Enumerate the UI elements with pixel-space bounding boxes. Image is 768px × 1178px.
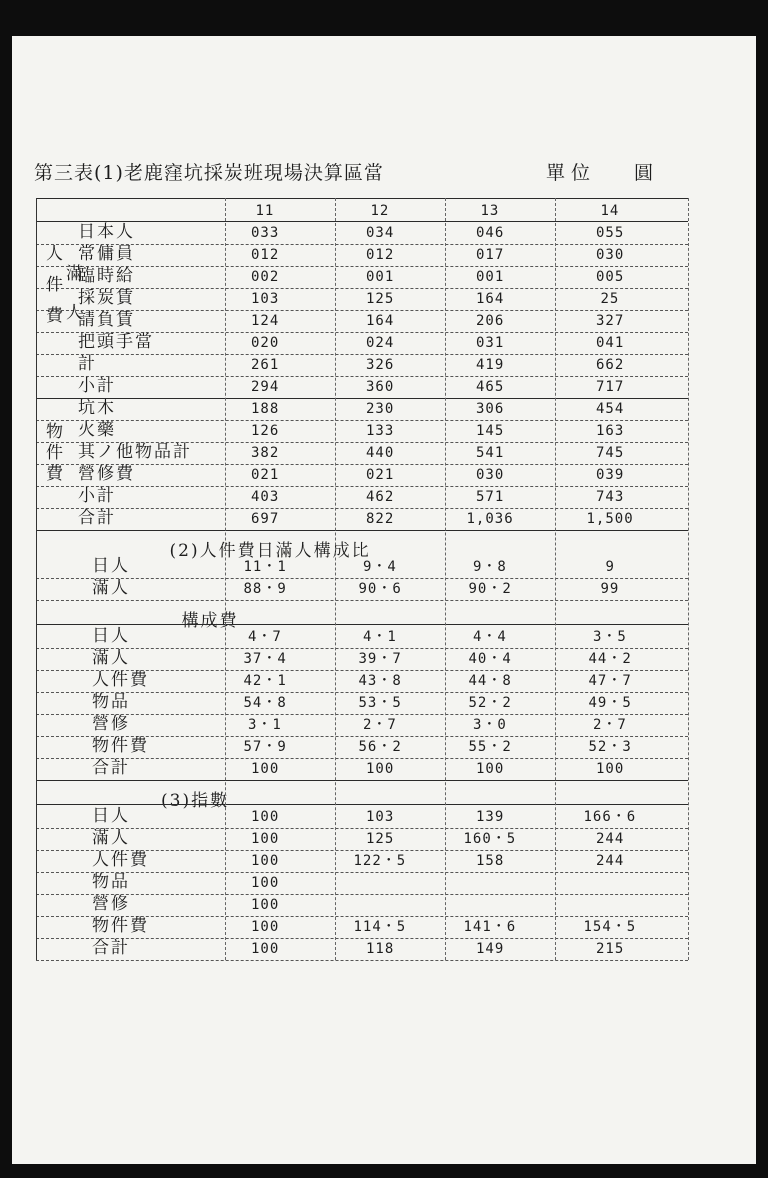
table-cell: 145 [476,423,505,439]
unit-label: 單位 [546,162,597,184]
table-cell: 100 [251,853,280,869]
row-label: 其ノ他物品計 [78,442,192,462]
table-cell: 3・5 [593,629,627,645]
row-label: 小計 [78,376,116,396]
table-cell: 100 [366,761,395,777]
row-label: 物件費 [92,736,149,756]
table-title: 第三表(1)老鹿窪坑採炭班現場決算區當 [34,162,384,184]
table-cell: 100 [251,761,280,777]
column-rule [688,198,689,960]
table-cell: 662 [596,357,625,373]
table-cell: 033 [251,225,280,241]
column-rule [225,198,226,960]
table-cell: 002 [251,269,280,285]
table-cell: 103 [366,809,395,825]
table-cell: 100 [596,761,625,777]
row-label: 營修 [92,894,130,914]
table-cell: 465 [476,379,505,395]
table-cell: 327 [596,313,625,329]
table-cell: 126 [251,423,280,439]
table-cell: 42・1 [243,673,287,689]
table-cell: 52・3 [588,739,632,755]
table-cell: 139 [476,809,505,825]
table-cell: 244 [596,831,625,847]
table-cell: 030 [596,247,625,263]
column-rule [335,198,336,960]
table-cell: 326 [366,357,395,373]
table-cell: 90・2 [468,581,512,597]
row-label: 小計 [78,486,116,506]
table-cell: 697 [251,511,280,527]
table-cell: 100 [251,919,280,935]
row-label: 計 [78,354,97,374]
row-label: 合計 [78,508,116,528]
table-cell: 001 [366,269,395,285]
table-cell: 100 [251,875,280,891]
table-cell: 294 [251,379,280,395]
table-cell: 158 [476,853,505,869]
table-cell: 99 [600,581,620,597]
table-cell: 47・7 [588,673,632,689]
table-cell: 100 [251,897,280,913]
table-cell: 100 [251,941,280,957]
table-cell: 419 [476,357,505,373]
table-cell: 4・1 [363,629,397,645]
row-label: 日本人 [78,222,135,242]
row-label: 臨時給 [78,266,135,286]
row-rule [36,486,688,487]
table-cell: 118 [366,941,395,957]
table-cell: 188 [251,401,280,417]
table-cell: 100 [251,809,280,825]
table-cell: 244 [596,853,625,869]
row-label: 人件費 [92,850,149,870]
column-header: 12 [370,203,390,219]
row-label: 營修費 [78,464,135,484]
table-cell: 462 [366,489,395,505]
row-label: 坑木 [78,398,116,418]
row-rule [36,780,688,781]
column-header: 11 [255,203,275,219]
table-cell: 745 [596,445,625,461]
table-cell: 100 [476,761,505,777]
table-cell: 90・6 [358,581,402,597]
table-cell: 44・8 [468,673,512,689]
table-cell: 030 [476,467,505,483]
row-rule [36,600,688,601]
row-label: 日人 [92,626,130,646]
table-cell: 005 [596,269,625,285]
row-rule [36,376,688,377]
table-cell: 149 [476,941,505,957]
table-cell: 40・4 [468,651,512,667]
table-cell: 215 [596,941,625,957]
table-cell: 024 [366,335,395,351]
table-cell: 133 [366,423,395,439]
table-cell: 52・2 [468,695,512,711]
table-cell: 154・5 [583,919,637,935]
table-cell: 541 [476,445,505,461]
table-cell: 163 [596,423,625,439]
table-cell: 125 [366,831,395,847]
section-title-index: (3)指數 [161,791,230,811]
table-cell: 454 [596,401,625,417]
table-cell: 57・9 [243,739,287,755]
column-rule [555,198,556,960]
table-cell: 440 [366,445,395,461]
table-cell: 103 [251,291,280,307]
table-cell: 3・1 [248,717,282,733]
table-cell: 1,036 [466,511,514,527]
table-cell: 44・2 [588,651,632,667]
group-label-manchu: 滿人 [62,264,82,342]
table-cell: 54・8 [243,695,287,711]
table-cell: 001 [476,269,505,285]
table-cell: 012 [251,247,280,263]
row-label: 營修 [92,714,130,734]
table-cell: 53・5 [358,695,402,711]
table-cell: 306 [476,401,505,417]
row-label: 火藥 [78,420,116,440]
group-label-material: 物件費 [42,422,62,485]
row-rule [36,530,688,531]
row-rule [36,960,688,961]
row-rule [36,508,688,509]
row-rule [36,872,688,873]
row-label: 物品 [92,872,130,892]
table-cell: 012 [366,247,395,263]
column-rule [445,198,446,960]
row-rule [36,828,688,829]
column-rule [36,198,37,960]
row-label: 把頭手當 [78,332,154,352]
table-cell: 114・5 [353,919,407,935]
row-rule [36,578,688,579]
table-cell: 160・5 [463,831,517,847]
table-cell: 021 [366,467,395,483]
table-cell: 122・5 [353,853,407,869]
table-cell: 020 [251,335,280,351]
row-rule [36,648,688,649]
table-cell: 2・7 [593,717,627,733]
row-rule [36,894,688,895]
row-rule [36,714,688,715]
table-cell: 403 [251,489,280,505]
group-label-person: 人件費 [42,244,62,337]
row-rule [36,420,688,421]
table-cell: 4・4 [473,629,507,645]
row-label: 人件費 [92,670,149,690]
table-cell: 43・8 [358,673,402,689]
table-cell: 382 [251,445,280,461]
row-rule [36,198,688,199]
table-cell: 017 [476,247,505,263]
table-cell: 046 [476,225,505,241]
table-cell: 49・5 [588,695,632,711]
table-cell: 206 [476,313,505,329]
table-cell: 717 [596,379,625,395]
table-cell: 88・9 [243,581,287,597]
table-cell: 3・0 [473,717,507,733]
section-title-composition: (2)人件費日滿人構成比 [169,541,371,561]
table-cell: 1,500 [586,511,634,527]
table-cell: 9・8 [473,559,507,575]
table-cell: 039 [596,467,625,483]
table-cell: 041 [596,335,625,351]
table-cell: 11・1 [243,559,287,575]
table-cell: 230 [366,401,395,417]
row-rule [36,624,688,625]
table-cell: 822 [366,511,395,527]
row-rule [36,354,688,355]
table-cell: 125 [366,291,395,307]
row-label: 常傭員 [78,244,135,264]
row-rule [36,758,688,759]
table-cell: 55・2 [468,739,512,755]
unit-value: 圓 [634,162,654,184]
row-label: 滿人 [92,828,130,848]
table-cell: 055 [596,225,625,241]
table-cell: 034 [366,225,395,241]
table-cell: 9・4 [363,559,397,575]
row-rule [36,804,688,805]
table-cell: 39・7 [358,651,402,667]
row-label: 物件費 [92,916,149,936]
table-cell: 571 [476,489,505,505]
table-cell: 261 [251,357,280,373]
row-rule [36,692,688,693]
table-cell: 56・2 [358,739,402,755]
table-cell: 2・7 [363,717,397,733]
table-cell: 166・6 [583,809,637,825]
row-label: 物品 [92,692,130,712]
column-header: 13 [480,203,500,219]
table-cell: 141・6 [463,919,517,935]
row-label: 滿人 [92,578,130,598]
table-cell: 4・7 [248,629,282,645]
table-cell: 360 [366,379,395,395]
row-rule [36,938,688,939]
column-header: 14 [600,203,620,219]
table-cell: 021 [251,467,280,483]
table-cell: 9 [605,559,615,575]
table-cell: 25 [600,291,620,307]
table-cell: 100 [251,831,280,847]
row-label: 日人 [92,556,130,576]
table-cell: 164 [366,313,395,329]
row-label: 採炭賃 [78,288,135,308]
table-cell: 743 [596,489,625,505]
row-label: 滿人 [92,648,130,668]
row-label: 合計 [92,938,130,958]
section-title-structure: 構成費 [181,611,239,631]
table-cell: 164 [476,291,505,307]
row-rule [36,398,688,399]
table-cell: 031 [476,335,505,351]
table-cell: 37・4 [243,651,287,667]
row-label: 合計 [92,758,130,778]
table-cell: 124 [251,313,280,329]
row-label: 請負賃 [78,310,135,330]
row-label: 日人 [92,806,130,826]
